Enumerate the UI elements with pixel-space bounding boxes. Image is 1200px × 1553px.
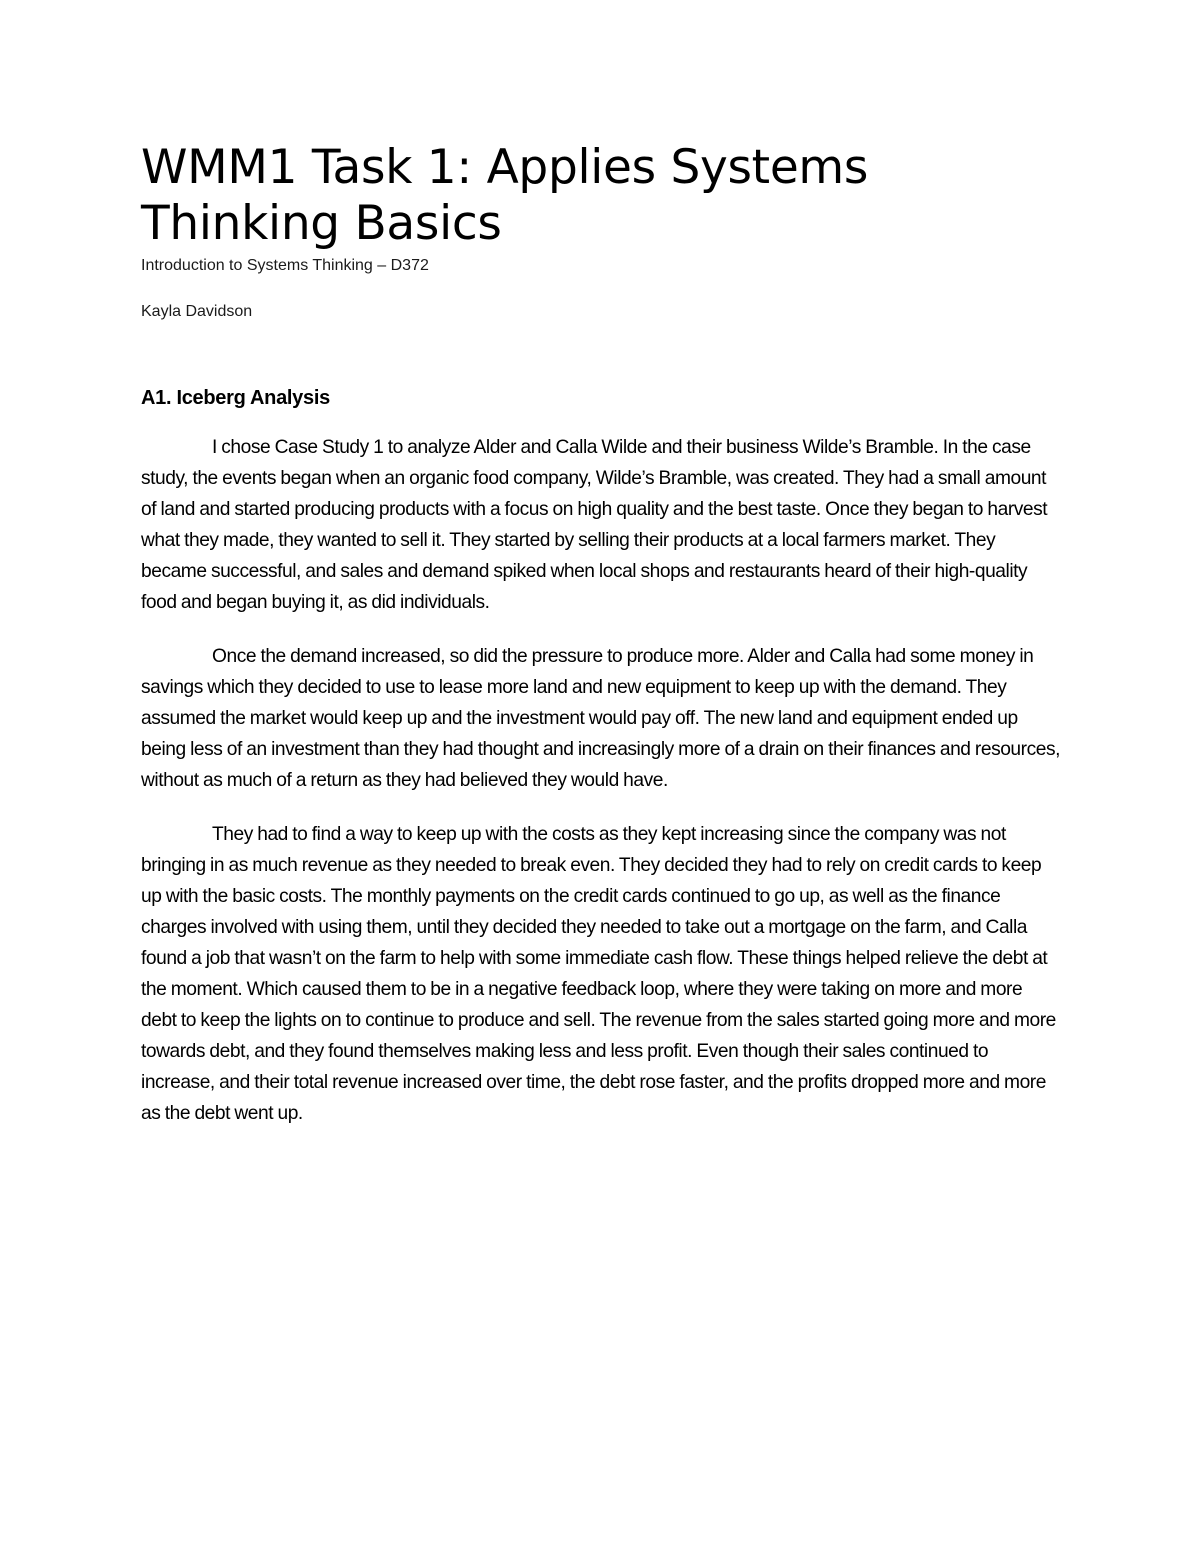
- section-heading: A1. Iceberg Analysis: [141, 387, 330, 409]
- document-title: WMM1 Task 1: Applies Systems Thinking Basics: [141, 140, 869, 251]
- author-name: Kayla Davidson: [141, 303, 253, 320]
- document-subtitle: Introduction to Systems Thinking – D372: [141, 257, 429, 274]
- body-paragraph-3: They had to find a way to keep up with the costs as they kept increasing since the company was not bringing in as much revenue as they needed to break even. They decided they had to rely on credit cards to keep up with the basic costs. The monthly payments on the credit cards continued to go up, as well as the finance charges involved with using them, until they decided they needed to take out a mortgage on the farm, and Calla found a job that wasn’t on the farm to help with some immediate cash flow. These things helped relieve the debt at the moment. Which caused them to be in a negative feedback loop, where they were taking on more and more debt to keep the lights on to continue to produce and sell. The revenue from the sales started going more and more towards debt, and they found themselves making less and less profit. Even though their sales continued to increase, and their total revenue increased over time, the debt rose faster, and the profits dropped more and more as the debt went up.: [141, 824, 1056, 1124]
- body-paragraph-1: I chose Case Study 1 to analyze Alder and Calla Wilde and their business Wilde’s Bramble. In the case study, the events began when an organic food company, Wilde’s Bramble, was created. They had a small amount of land and started producing products with a focus on high quality and the best taste. Once they began to harvest what they made, they wanted to sell it. They started by selling their products at a local farmers market. They became successful, and sales and demand spiked when local shops and restaurants heard of their high-quality food and began buying it, as did individuals.: [141, 437, 1048, 613]
- document-page: [141, 140, 1061, 1129]
- body-paragraph-2: Once the demand increased, so did the pressure to produce more. Alder and Calla had some money in savings which they decided to use to lease more land and new equipment to keep up with the demand. They assumed the market would keep up and the investment would pay off. The new land and equipment ended up being less of an investment than they had thought and increasingly more of a drain on their finances and resources, without as much of a return as they had believed they would have.: [141, 646, 1060, 791]
